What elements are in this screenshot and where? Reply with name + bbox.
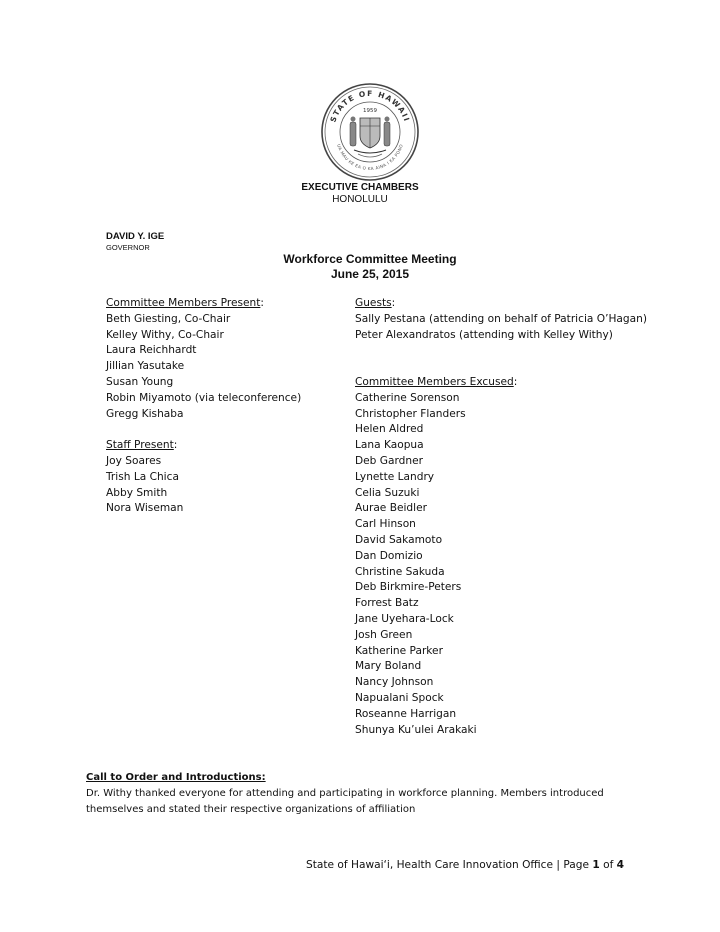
excused-item: Helen Aldred	[355, 423, 424, 436]
excused-item: David Sakamoto	[355, 533, 443, 546]
guests-heading: Guests:	[355, 297, 396, 309]
excused-item: Shunya Ku’ulei Arakaki	[355, 723, 477, 736]
member-item: Robin Miyamoto (via teleconference)	[106, 391, 302, 404]
excused-item: Deb Birkmire-Peters	[355, 581, 462, 594]
excused-item: Catherine Sorenson	[355, 391, 460, 404]
excused-item: Lana Kaopua	[355, 439, 424, 452]
staff-item: Abby Smith	[106, 486, 168, 499]
member-item: Laura Reichhardt	[106, 344, 197, 357]
excused-item: Carl Hinson	[355, 518, 416, 531]
meeting-title: Workforce Committee Meeting	[283, 252, 457, 266]
svg-text:STATE OF HAWAII: STATE OF HAWAII	[328, 88, 412, 124]
member-item: Kelley Withy, Co-Chair	[106, 328, 224, 341]
call-to-order-text: Dr. Withy thanked everyone for attending and participating in workforce planning. Members introduced themselves and stated their respective organizations of affiliation	[86, 788, 604, 815]
staff-item: Trish La Chica	[106, 470, 179, 483]
footer-page-number: 1	[592, 859, 600, 871]
meeting-date: June 25, 2015	[330, 267, 410, 281]
staff-item: Nora Wiseman	[106, 502, 184, 515]
guest-item: Sally Pestana (attending on behalf of Patricia O’Hagan)	[355, 312, 647, 325]
staff-present-heading: Staff Present:	[106, 439, 178, 452]
footer-page-total: 4	[616, 859, 625, 871]
excused-item: Jane Uyehara-Lock	[355, 612, 454, 625]
excused-item: Katherine Parker	[355, 644, 443, 657]
member-item: Jillian Yasutake	[106, 360, 185, 373]
excused-item: Deb Gardner	[355, 454, 423, 467]
excused-item: Lynette Landry	[355, 470, 435, 483]
left-column	[106, 296, 301, 517]
excused-item: Celia Suzuki	[355, 486, 420, 499]
excused-item: Nancy Johnson	[355, 676, 434, 689]
member-item: Gregg Kishaba	[106, 407, 184, 420]
excused-item: Roseanne Harrigan	[355, 707, 457, 720]
excused-item: Christopher Flanders	[355, 407, 466, 420]
excused-item: Christine Sakuda	[355, 565, 445, 578]
excused-item: Napualani Spock	[355, 691, 444, 704]
svg-text:UA MAU KE EA O KA AINA I KA PO: UA MAU KE EA O KA AINA I KA PONO	[336, 143, 404, 172]
guest-item: Peter Alexandratos (attending with Kelley Withy)	[355, 328, 613, 341]
excused-item: Josh Green	[355, 628, 413, 641]
footer-office: State of Hawai‘i, Health Care Innovation Office | Page	[306, 859, 593, 871]
governor-title: GOVERNOR	[106, 243, 150, 252]
city-heading: HONOLULU	[332, 194, 388, 205]
excused-item: Aurae Beidler	[355, 502, 427, 515]
right-column	[355, 296, 647, 738]
office-heading: EXECUTIVE CHAMBERS	[301, 182, 419, 193]
excused-item: Forrest Batz	[355, 597, 419, 610]
members-present-heading: Committee Members Present:	[106, 297, 264, 309]
footer-of: of	[599, 859, 617, 871]
state-seal	[320, 82, 420, 182]
excused-item: Mary Boland	[355, 660, 422, 673]
excused-item: Dan Domizio	[355, 549, 423, 562]
governor-name: DAVID Y. IGE	[106, 231, 165, 242]
member-item: Susan Young	[106, 375, 174, 388]
staff-item: Joy Soares	[106, 454, 162, 467]
call-to-order-heading: Call to Order and Introductions:	[86, 772, 266, 783]
members-excused-heading: Committee Members Excused:	[355, 375, 518, 388]
svg-text:1959: 1959	[363, 108, 377, 114]
member-item: Beth Giesting, Co-Chair	[106, 312, 231, 325]
